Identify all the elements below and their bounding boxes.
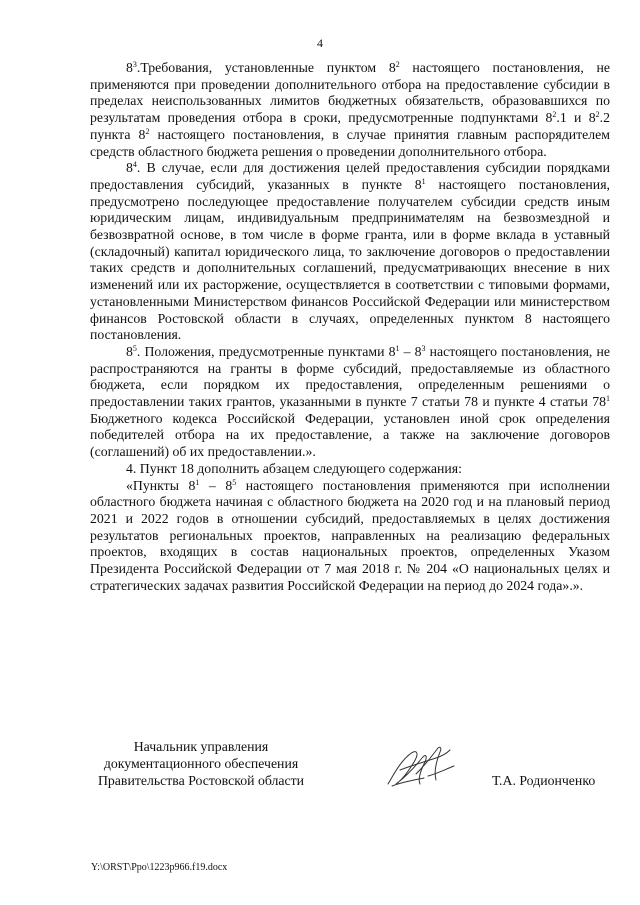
text-run: настоящего постановления, предусмотрено последующее предоставление получателем субсидии средств иным юридическим лицам, индивидуальным предпринимателям на безвозмездной и безвозвратной основе, в том числе в форме гранта, или в форме вклада в уставный (складочный) капитал юридического лица, то заключение договоров о предоставлении таких средств и дополнительных соглашений, предусматривающих внесение в них изменений или их расторжение, осуществляется в соответствии с типовыми формами, установленными Министерством финансов Российской Федерации или министерством финансов Ростовской области в случаях, определенных пунктом 8 настоящего постановления. <box>90 176 610 343</box>
signature-title-line-1: Начальник управления <box>133 739 269 754</box>
text-run: – 8 <box>399 343 422 359</box>
superscript: 1 <box>395 343 400 353</box>
text-run: 4. Пункт 18 дополнить абзацем следующего содержания: <box>126 460 462 476</box>
superscript: 1 <box>195 477 200 487</box>
superscript: 4 <box>132 160 137 170</box>
signature-title-line-3: Правительства Ростовской области <box>97 773 305 788</box>
superscript: 2 <box>395 60 400 69</box>
superscript: 2 <box>145 126 150 136</box>
paragraph-p83 <box>90 60 610 160</box>
superscript: 3 <box>132 60 137 69</box>
superscript: 5 <box>132 343 137 353</box>
text-run: Бюджетного кодекса Российской Федерации, установлен иной срок определения победителей отбора на их предоставление, а также на заключение договоров (соглашений) об их предоставлении.». <box>90 410 610 460</box>
superscript: 3 <box>421 343 426 353</box>
text-run: настоящего постановления применяются при исполнении областного бюджета начиная с областного бюджета на 2020 год и на плановый период 2021 и 2022 годов в отношении субсидий, предоставляемых в целях достижения результатов региональных проектов, направленных на реализацию федеральных проектов, входящих в состав национальных проектов, определенных Указом Президента Российской Федерации от 7 мая 2018 г. № 204 «О национальных целях и стратегических задачах развития Российской Федерации на период до 2024 года».». <box>90 477 610 593</box>
text-run: – 8 <box>199 477 233 493</box>
document-body <box>90 60 610 595</box>
text-run: «Пункты 8 <box>126 477 196 493</box>
superscript: 1 <box>421 176 426 186</box>
text-run: .1 и 8 <box>556 110 596 126</box>
paragraph-p4 <box>90 461 610 478</box>
text-run: настоящего постановления, не применяются при проведении дополнительного отбора на предоставление субсидии в пределах неиспользованных лимитов бюджетных обязательств, образовавшихся по результатам проведения отбора в сроки, предусмотренные подпунктами 8 <box>90 60 610 126</box>
signatory-name: Т.А. Родионченко <box>492 773 596 788</box>
text-run: . В случае, если для достижения целей предоставления субсидии порядками предоставления субсидий, указанных в пункте 8 <box>90 160 610 192</box>
text-run: 8 <box>126 60 133 75</box>
handwritten-signature <box>380 740 462 792</box>
text-run: настоящего постановления, в случае принятия главным распорядителем средств областного бюджета решения о проведении дополнительного отбора. <box>90 126 610 159</box>
text-run: . Положения, предусмотренные пунктами 8 <box>136 343 396 359</box>
superscript: 2 <box>595 110 600 120</box>
paragraph-pquote <box>90 478 610 595</box>
paragraph-p85 <box>90 344 610 461</box>
file-path: Y:\ORST\Ppo\1223p966.f19.docx <box>91 862 228 873</box>
superscript: 5 <box>232 477 237 487</box>
superscript: 1 <box>606 394 610 404</box>
text-run: настоящего постановления, не распространяются на гранты в форме субсидий, предоставляемые из областного бюджета, если порядком их предоставления, определенным решениями о предоставлении таких грантов, указанными в пункте 7 статьи 78 и пункте 4 статьи 78 <box>90 343 610 410</box>
superscript: 2 <box>552 110 557 120</box>
signature-title-block <box>86 738 316 789</box>
paragraph-p84 <box>90 160 610 344</box>
text-run: 8 <box>126 160 133 176</box>
text-run: .2 пункта 8 <box>90 110 610 142</box>
text-run: .Требования, установленные пунктом 8 <box>136 60 396 75</box>
page-number: 4 <box>317 36 323 50</box>
signature-title-line-2: документационного обеспечения <box>103 756 299 771</box>
text-run: 8 <box>126 343 133 359</box>
